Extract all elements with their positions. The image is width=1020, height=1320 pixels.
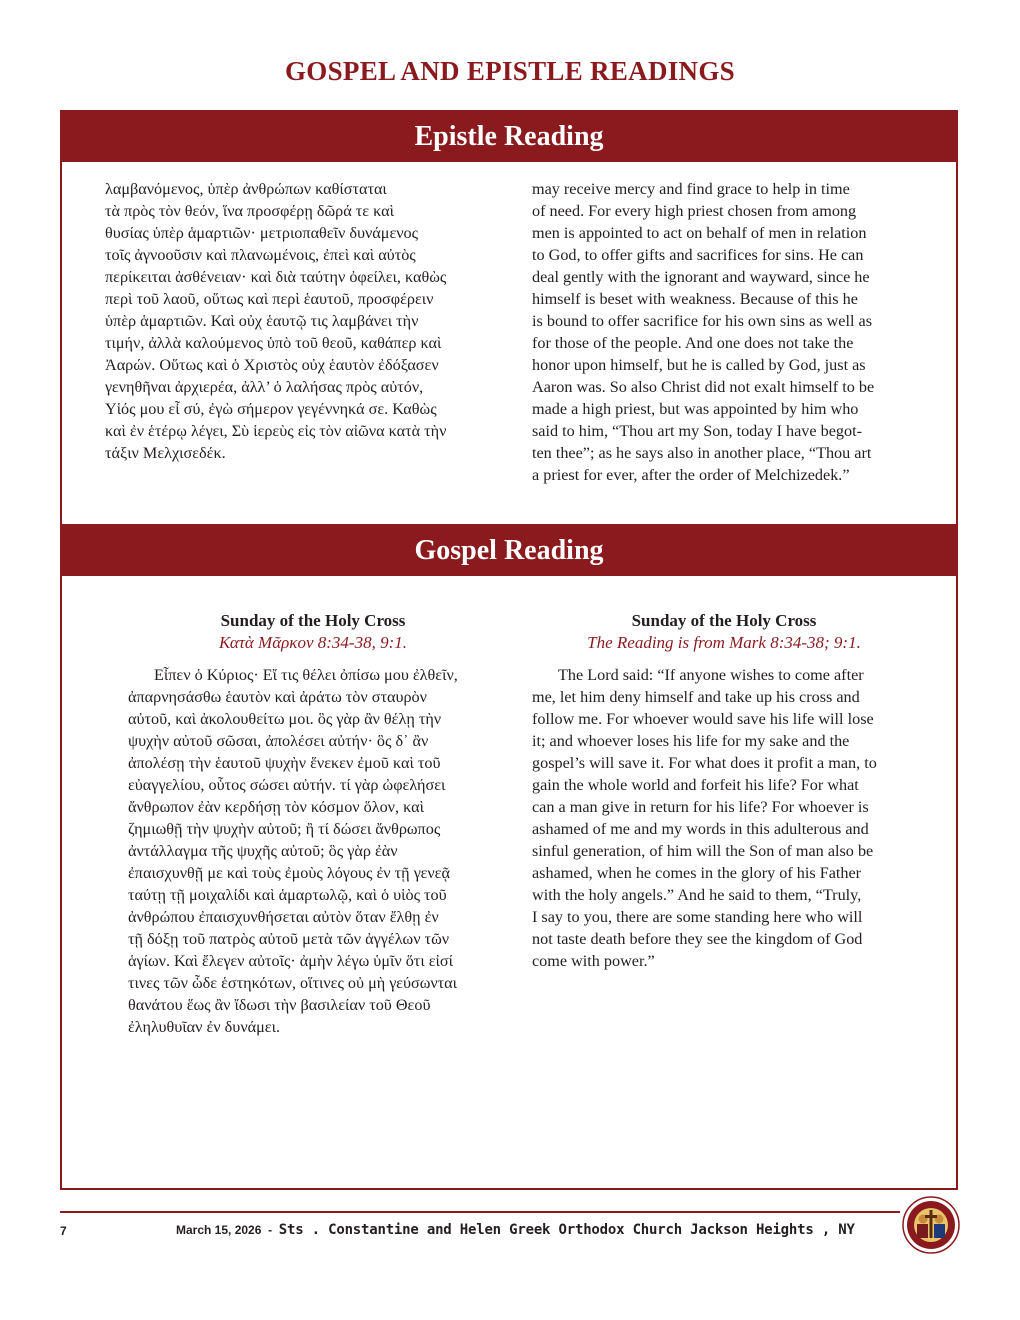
text-line: γενηθῆναι ἀρχιερέα, ἀλλ’ ὁ λαλήσας πρὸς αὐτόν, (105, 378, 424, 396)
text-line: I say to you, there are some standing here who will (532, 908, 863, 926)
text-line: ashamed of me and my words in this adulterous and (532, 820, 869, 838)
text-line: ὑπὲρ ἁμαρτιῶν. Καὶ οὐχ ἑαυτῷ τις λαμβάνει τὴν (105, 312, 419, 330)
text-line: not taste death before they see the kingdom of God (532, 930, 863, 948)
text-line: men is appointed to act on behalf of men in relation (532, 224, 867, 242)
text-line: τάξιν Μελχισεδέκ. (105, 444, 226, 462)
text-line: himself is beset with weakness. Because of this he (532, 290, 858, 308)
text-line: for those of the people. And one does not take the (532, 334, 854, 352)
text-line: ἀνθρώπου ἐπαισχυνθήσεται αὐτὸν ὅταν ἔλθῃ ἐν (128, 908, 439, 926)
reading-title: Sunday of the Holy Cross (631, 611, 817, 630)
text-line: with the holy angels.” And he said to them, “Truly, (532, 886, 862, 904)
text-line: said to him, “Thou art my Son, today I have begot- (532, 422, 862, 440)
footer-divider (60, 1211, 900, 1213)
text-line: θυσίας ὑπὲρ ἁμαρτιῶν· μετριοπαθεῖν δυνάμενος (105, 224, 419, 242)
page-footer (60, 1222, 900, 1244)
text-line: me, let him deny himself and take up his cross and (532, 688, 860, 706)
text-line: ψυχὴν αὐτοῦ σῶσαι, ἀπολέσει αὐτήν· ὃς δ᾿ ἂν (128, 732, 429, 750)
text-line: sinful generation, of him will the Son of man also be (532, 842, 874, 860)
text-line: περὶ τοῦ λαοῦ, οὕτως καὶ περὶ ἑαυτοῦ, προσφέρειν (105, 290, 434, 308)
text-line: may receive mercy and find grace to help in time (532, 180, 850, 198)
gospel-section (60, 524, 958, 1190)
text-line: ἄνθρωπον ἐὰν κερδήσῃ τὸν κόσμον ὅλον, καὶ (128, 798, 424, 816)
church-seal-icon (902, 1196, 960, 1254)
text-line: made a high priest, but was appointed by him who (532, 400, 859, 418)
text-line: καὶ ἐν ἑτέρῳ λέγει, Σὺ ἱερεὺς εἰς τὸν αἰῶνα κατὰ τὴν (105, 422, 447, 440)
reading-title: Sunday of the Holy Cross (220, 611, 406, 630)
text-line: ἀντάλλαγμα τῆς ψυχῆς αὐτοῦ; ὃς γὰρ ἐὰν (128, 842, 398, 860)
page-number: 7 (60, 1224, 67, 1238)
text-line: ταύτῃ τῇ μοιχαλίδι καὶ ἁμαρτωλῷ, καὶ ὁ υἱὸς τοῦ (128, 886, 447, 904)
text-line: is bound to offer sacrifice for his own sins as well as (532, 312, 873, 330)
text-line: The Lord said: “If anyone wishes to come after (558, 666, 864, 684)
text-line: deal gently with the ignorant and wayward, since he (532, 268, 870, 286)
reading-reference: Κατὰ Μᾶρκον 8:34-38, 9:1. (219, 633, 407, 652)
text-line: τινες τῶν ὧδε ἑστηκότων, οἵτινες οὐ μὴ γεύσωνται (128, 974, 458, 992)
text-line: can a man give in return for his life? For whoever is (532, 798, 869, 816)
text-line: τοῖς ἀγνοοῦσιν καὶ πλανωμένοις, ἐπεὶ καὶ αὐτὸς (105, 246, 416, 264)
text-line: λαμβανόμενος, ὑπὲρ ἀνθρώπων καθίσταται (105, 180, 387, 198)
text-line: of need. For every high priest chosen from among (532, 202, 857, 220)
text-line: a priest for ever, after the order of Melchizedek.” (532, 466, 850, 484)
text-line: ἐπαισχυνθῇ με καὶ τοὺς ἐμοὺς λόγους ἐν τῇ γενεᾷ (128, 864, 450, 882)
footer-info (176, 1222, 855, 1238)
gospel-heading: Gospel Reading (62, 526, 956, 576)
footer-church-name: Sts . Constantine and Helen Greek Orthodox Church Jackson Heights , NY (278, 1222, 855, 1238)
text-line: to God, to offer gifts and sacrifices for sins. He can (532, 246, 864, 264)
footer-separator: - (268, 1223, 273, 1237)
text-line: follow me. For whoever would save his life will lose (532, 710, 874, 728)
text-line: gospel’s will save it. For what does it profit a man, to (532, 754, 877, 772)
page-title: GOSPEL AND EPISTLE READINGS (285, 56, 735, 86)
text-line: αὐτοῦ, καὶ ἀκολουθείτω μοι. ὃς γὰρ ἂν θέλῃ τὴν (128, 710, 442, 728)
epistle-heading: Epistle Reading (62, 112, 956, 162)
text-line: Υἱός μου εἶ σύ, ἐγὼ σήμερον γεγέννηκά σε. Καθὼς (105, 400, 437, 418)
text-line: ἀπολέσῃ τὴν ἑαυτοῦ ψυχὴν ἕνεκεν ἐμοῦ καὶ τοῦ (128, 754, 441, 772)
text-line: τὰ πρὸς τὸν θεόν, ἵνα προσφέρῃ δῶρά τε καὶ (105, 202, 394, 220)
text-line: it; and whoever loses his life for my sake and the (532, 732, 850, 750)
gospel-english-text (532, 610, 916, 972)
text-line: θανάτου ἕως ἂν ἴδωσι τὴν βασιλείαν τοῦ Θεοῦ (128, 996, 431, 1014)
text-line: Εἶπεν ὁ Κύριος· Εἴ τις θέλει ὀπίσω μου ἐλθεῖν, (154, 666, 458, 684)
footer-date: March 15, 2026 (176, 1223, 262, 1237)
gospel-greek-text (128, 610, 498, 1038)
text-line: τῇ δόξῃ τοῦ πατρὸς αὐτοῦ μετὰ τῶν ἀγγέλων τῶν (128, 930, 450, 948)
text-line: ἐληλυθυῖαν ἐν δυνάμει. (128, 1018, 280, 1036)
epistle-section (60, 110, 958, 526)
text-line: ἀπαρνησάσθω ἑαυτὸν καὶ ἀράτω τὸν σταυρὸν (128, 688, 427, 706)
text-line: Aaron was. So also Christ did not exalt himself to be (532, 378, 875, 396)
text-line: ten thee”; as he says also in another place, “Thou art (532, 444, 872, 462)
text-line: ἁγίων. Καὶ ἔλεγεν αὐτοῖς· ἀμὴν λέγω ὑμῖν ὅτι εἰσί (128, 952, 453, 970)
epistle-greek-text (105, 178, 495, 464)
text-line: gain the whole world and forfeit his life? For what (532, 776, 859, 794)
reading-reference: The Reading is from Mark 8:34-38; 9:1. (587, 633, 861, 652)
text-line: Ἀαρών. Οὕτως καὶ ὁ Χριστὸς οὐχ ἑαυτὸν ἐδόξασεν (105, 356, 439, 374)
text-line: εὐαγγελίου, οὗτος σώσει αὐτήν. τί γὰρ ὠφελήσει (128, 776, 446, 794)
text-line: τιμήν, ἀλλὰ καλούμενος ὑπὸ τοῦ θεοῦ, καθάπερ καὶ (105, 334, 442, 352)
text-line: ashamed, when he comes in the glory of his Father (532, 864, 862, 882)
epistle-english-text (532, 178, 922, 486)
text-line: περίκειται ἀσθένειαν· καὶ διὰ ταύτην ὀφείλει, καθὼς (105, 268, 447, 286)
text-line: come with power.” (532, 952, 655, 970)
text-line: ζημιωθῇ τὴν ψυχὴν αὐτοῦ; ἢ τί δώσει ἄνθρωπος (128, 820, 441, 838)
text-line: honor upon himself, but he is called by God, just as (532, 356, 866, 374)
